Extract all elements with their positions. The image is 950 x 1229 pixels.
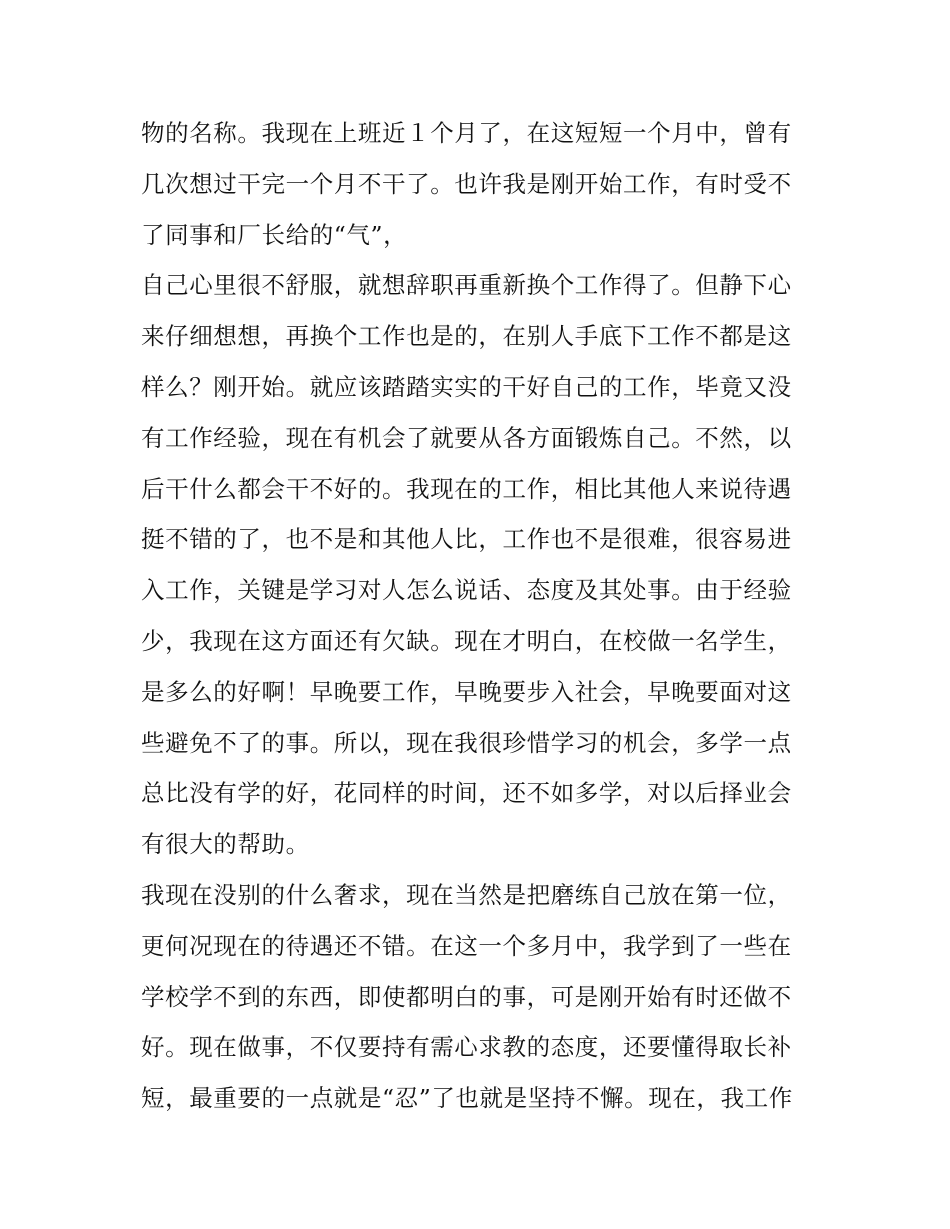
text-line: 物的名称。我现在上班近１个月了，在这短短一个月中，曾有: [141, 119, 792, 147]
text-line: 几次想过干完一个月不干了。也许我是刚开始工作，有时受不: [141, 169, 792, 198]
text-line: 少，我现在这方面还有欠缺。现在才明白，在校做一名学生，: [141, 626, 792, 655]
text-line: 有工作经验，现在有机会了就要从各方面锻炼自己。不然，以: [141, 423, 792, 452]
text-line: 挺不错的了，也不是和其他人比，工作也不是很难，很容易进: [141, 525, 792, 554]
body-text: [141, 108, 821, 1124]
text-line: 些避免不了的事。所以，现在我很珍惜学习的机会，多学一点: [141, 728, 792, 757]
text-line: 学校学不到的东西，即使都明白的事，可是刚开始有时还做不: [141, 982, 792, 1011]
text-line: 入工作，关键是学习对人怎么说话、态度及其处事。由于经验: [141, 576, 792, 605]
text-line: 更何况现在的待遇还不错。在这一个多月中，我学到了一些在: [141, 931, 792, 960]
text-line: 来仔细想想，再换个工作也是的，在别人手底下工作不都是这: [141, 322, 792, 351]
text-line: 自己心里很不舒服，就想辞职再重新换个工作得了。但静下心: [141, 271, 792, 300]
text-line: 有很大的帮助。: [141, 830, 310, 859]
text-line: 后干什么都会干不好的。我现在的工作，相比其他人来说待遇: [141, 474, 792, 503]
text-line: 样么？刚开始。就应该踏踏实实的干好自己的工作，毕竟又没: [141, 372, 792, 401]
text-line: 是多么的好啊！早晚要工作，早晚要步入社会，早晚要面对这: [141, 677, 792, 706]
text-line: 短，最重要的一点就是“忍”了也就是坚持不懈。现在，我工作: [141, 1084, 793, 1113]
text-line: 总比没有学的好，花同样的时间，还不如多学，对以后择业会: [141, 779, 792, 808]
text-line: 我现在没别的什么奢求，现在当然是把磨练自己放在第一位，: [141, 880, 792, 909]
text-line: 好。现在做事，不仅要持有需心求教的态度，还要懂得取长补: [141, 1033, 792, 1062]
text-line: 了同事和厂长给的“气”，: [141, 220, 408, 249]
